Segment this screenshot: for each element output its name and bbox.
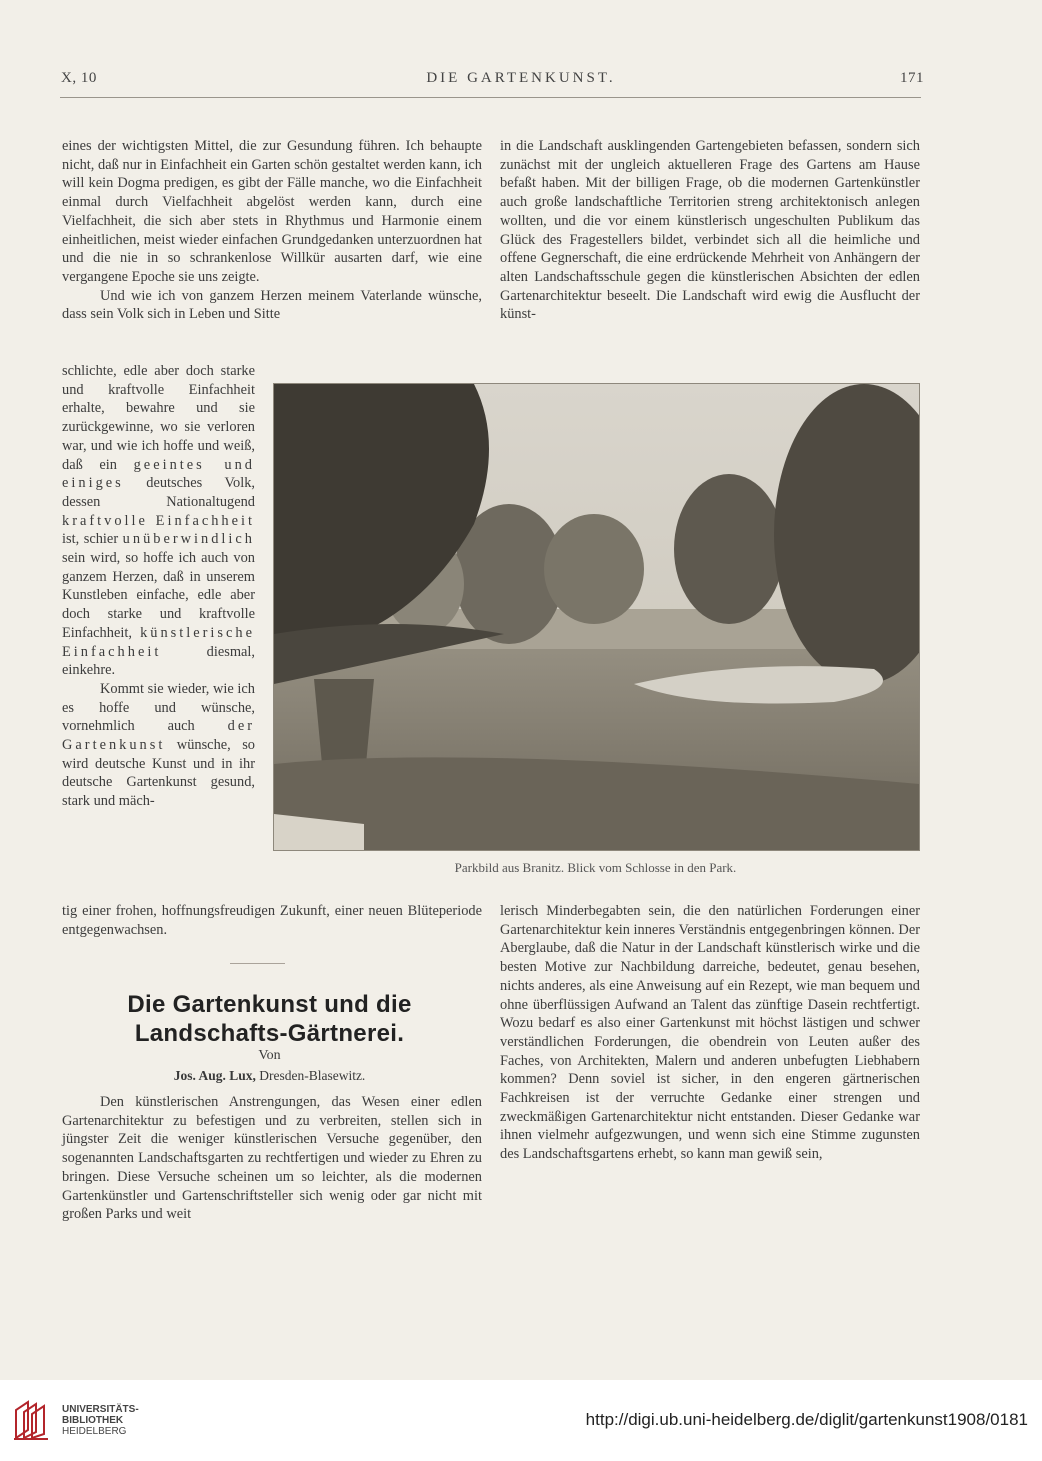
text-run: ist, schier	[62, 531, 119, 548]
library-name-line: UNIVERSITÄTS-	[62, 1404, 139, 1415]
author-place: Dresden-Blasewitz.	[259, 1068, 366, 1083]
spaced-text: kraftvolle Einfachheit	[62, 512, 255, 529]
paragraph	[62, 362, 255, 680]
paragraph: Den künstlerischen Anstrengungen, das Wesen einer edlen Gartenarchitektur zu befestigen und zu verbreiten, stellen sich in jüngster Zeit die weniger künstlerischen Versuche gegenüber, den sogenannten Landschaftsgarten zu rechtfertigen und wieder zu Ehren zu bringen. Diese Versuche scheinen um so leichter, als die modernen Gartenkünstler und Gartenschriftsteller sich wenig oder gar nicht mit großen Parks und weit	[62, 1094, 482, 1223]
image-caption: Parkbild aus Branitz. Blick vom Schlosse in den Park.	[454, 860, 737, 875]
paragraph	[62, 680, 255, 811]
spaced-text: unüberwindlich	[122, 531, 255, 548]
paragraph: in die Landschaft ausklingenden Gartengebieten befassen, sondern sich zunächst mit der ungleich aktuelleren Frage des Gartens am Hause befaßt haben. Mit der billigen Frage, ob die modernen Gartenkünstler auch große landschaftliche Territorien streng architektonisch anlegen wollten, und die vor einem künstlerisch ungeschulten Publikum das Glück des Fragestellers bildet, verbindet sich all die heimliche und offene Gegnerschaft, die eine erdrückende Mehrheit von Anhängern der alten Landschaftsschule gegen die künstlerischen Absichten der edlen Gartenarchitektur beseelt. Die Landschaft wird ewig die Ausflucht der künst-	[500, 138, 920, 323]
spaced-text: der Gartenkunst	[62, 718, 255, 754]
left-column-after-image	[62, 902, 482, 939]
left-column-narrow	[62, 362, 255, 811]
text-run: deutsches Volk, dessen Nationaltugend	[62, 475, 255, 510]
article-author	[62, 1068, 477, 1084]
park-photograph	[273, 383, 920, 851]
library-name-line: BIBLIOTHEK	[62, 1415, 124, 1426]
running-head-title: DIE GARTENKUNST.	[426, 70, 616, 86]
right-column-top	[500, 137, 920, 324]
library-logo-icon	[12, 1398, 56, 1442]
park-photograph-image	[274, 384, 919, 850]
left-column-top	[62, 137, 482, 324]
spaced-text: künstlerische Einfachheit	[62, 624, 255, 660]
author-name: Jos. Aug. Lux,	[173, 1068, 256, 1083]
digitization-footer	[0, 1380, 1042, 1461]
paragraph: Und wie ich von ganzem Herzen meinem Vaterlande wünsche, dass sein Volk sich in Leben und Sitte	[62, 287, 482, 323]
header-rule	[60, 97, 921, 98]
text-run: wünsche, so wird deutsche Kunst und in ihr deutsche Gartenkunst gesund, stark und mäch-	[62, 737, 255, 810]
article-byline-von: Von	[258, 1048, 281, 1063]
running-head-volume: X, 10	[61, 70, 97, 86]
section-divider	[230, 963, 285, 964]
text-run: diesmal, einkehre.	[62, 643, 255, 679]
library-name	[62, 1404, 139, 1437]
page-number: 171	[900, 70, 924, 86]
spaced-text: geeintes und einiges	[62, 456, 255, 492]
text-run: schlichte, edle aber doch starke und kraftvolle Einfachheit erhalte, bewahre und sie zurückgewinne, wo sie verloren war, und wie ich hoffe und weiß, daß ein	[62, 363, 255, 473]
permalink-url[interactable]: http://digi.ub.uni-heidelberg.de/diglit/gartenkunst1908/0181	[585, 1410, 1028, 1429]
right-column-bottom	[500, 902, 920, 1164]
article-body-left	[62, 1093, 482, 1224]
library-name-line: HEIDELBERG	[62, 1426, 127, 1437]
paragraph: lerisch Minderbegabten sein, die den natürlichen Forderungen einer Gartenarchitektur kein inneres Verständnis entgegenbringen können. Der Aberglaube, daß die Natur in der Landschaft künstlerisch wirke und die besten Motive zur Nachbildung darreiche, bedeutet, genau besehen, nichts anderes, als eine Anweisung auf ein Rezept, wie man bequem und ohne überflüssigen Aufwand an Talent das zünftige Dasein rechtfertigt. Wozu bedarf es also einer Gartenkunst mit höchst lästigen und schwer verständlichen Forderungen, die obendrein von Leuten außer des Faches, von Architekten, Malern und anderen unbefugten Liebhabern kommen? Denn soviel ist sicher, in den engeren gärtnerischen Fachkreisen ist der verruchte Gedanke einer strengen und zweckmäßigen Gartenarchitektur nicht entstanden. Dieser Gedanke war ihnen vielmehr aufgezwungen, und wenn sich eine Stimme zugunsten des Landschaftsgartens erhebt, so kann man gewiß sein,	[500, 903, 920, 1163]
paragraph: tig einer frohen, hoffnungsfreudigen Zukunft, einer neuen Blüteperiode entgegenwachsen.	[62, 903, 482, 938]
paragraph: eines der wichtigsten Mittel, die zur Gesundung führen. Ich behaupte nicht, daß nur in Einfachheit ein Garten schön gestaltet werden kann, ich will kein Dogma predigen, es gibt der Fälle manche, wo die Einfachheit einmal durch Vielfachheit abgelöst werden kann, durch eine Vielfachheit, die sich aber stets in Rhythmus und Harmonie einem einheitlichen, meist wieder einfachen Grundgedanken unterzuordnen hat und die nie in so schrankenlose Willkür ausarten darf, wie eine vergangene Epoche sie uns zeigte.	[62, 138, 482, 285]
article-title: Die Gartenkunst und die Landschafts-Gärtnerei.	[127, 991, 412, 1047]
text-run: sein wird, so hoffe ich auch von ganzem Herzen, daß in unserem Kunstleben einfache, edle aber doch starke und kraftvolle Einfachheit,	[62, 550, 255, 641]
text-run: Kommt sie wieder, wie ich es hoffe und wünsche, vornehmlich auch	[62, 680, 255, 735]
